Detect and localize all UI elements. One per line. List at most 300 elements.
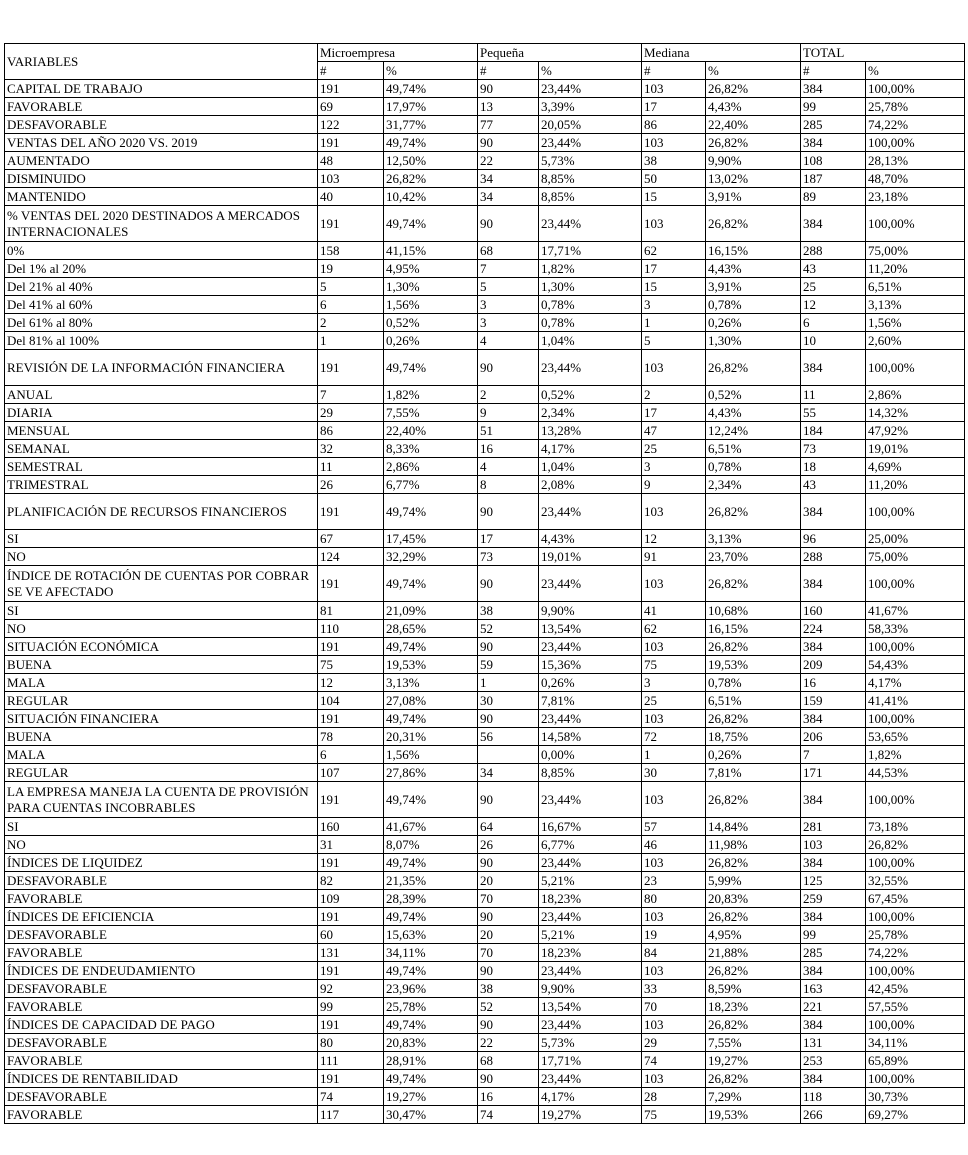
- mediana-percent-cell: 1,30%: [706, 332, 801, 350]
- total-percent-cell: 23,18%: [866, 188, 965, 206]
- micro-count-cell: 191: [318, 350, 384, 386]
- variable-label: MALA: [5, 674, 318, 692]
- pequena-percent-cell: 13,54%: [539, 998, 642, 1016]
- pequena-percent-cell: 17,71%: [539, 1052, 642, 1070]
- total-percent-cell: 57,55%: [866, 998, 965, 1016]
- total-percent-cell: 100,00%: [866, 638, 965, 656]
- micro-count-cell: 103: [318, 170, 384, 188]
- micro-percent-cell: 28,39%: [384, 890, 478, 908]
- micro-count-cell: 191: [318, 566, 384, 602]
- mediana-percent-cell: 7,81%: [706, 764, 801, 782]
- pequena-count-cell: 38: [478, 980, 539, 998]
- pequena-count-cell: 7: [478, 260, 539, 278]
- variable-label: NO: [5, 620, 318, 638]
- total-count-cell: 384: [801, 134, 866, 152]
- micro-percent-cell: 4,95%: [384, 260, 478, 278]
- sub-header-count: #: [478, 62, 539, 80]
- total-count-cell: 259: [801, 890, 866, 908]
- table-row: [5, 404, 965, 422]
- pequena-count-cell: 90: [478, 134, 539, 152]
- table-row: [5, 1016, 965, 1034]
- pequena-count-cell: 4: [478, 332, 539, 350]
- variable-label: FAVORABLE: [5, 1106, 318, 1124]
- total-percent-cell: 73,18%: [866, 818, 965, 836]
- sub-header-percent: %: [384, 62, 478, 80]
- total-count-cell: 206: [801, 728, 866, 746]
- mediana-percent-cell: 26,82%: [706, 494, 801, 530]
- table-row: [5, 638, 965, 656]
- mediana-count-cell: 72: [642, 728, 706, 746]
- pequena-count-cell: 34: [478, 170, 539, 188]
- micro-count-cell: 191: [318, 782, 384, 818]
- table-row: [5, 386, 965, 404]
- pequena-percent-cell: 18,23%: [539, 890, 642, 908]
- micro-count-cell: 1: [318, 332, 384, 350]
- variable-label: NO: [5, 548, 318, 566]
- micro-count-cell: 191: [318, 1016, 384, 1034]
- micro-percent-cell: 49,74%: [384, 638, 478, 656]
- mediana-percent-cell: 19,27%: [706, 1052, 801, 1070]
- micro-count-cell: 191: [318, 962, 384, 980]
- sub-header-percent: %: [866, 62, 965, 80]
- pequena-count-cell: 90: [478, 854, 539, 872]
- total-percent-cell: 34,11%: [866, 1034, 965, 1052]
- variable-label: SI: [5, 602, 318, 620]
- micro-percent-cell: 0,26%: [384, 332, 478, 350]
- pequena-count-cell: 68: [478, 1052, 539, 1070]
- variable-label: TRIMESTRAL: [5, 476, 318, 494]
- total-percent-cell: 75,00%: [866, 548, 965, 566]
- table-row: [5, 530, 965, 548]
- micro-percent-cell: 21,35%: [384, 872, 478, 890]
- mediana-percent-cell: 26,82%: [706, 1016, 801, 1034]
- micro-count-cell: 32: [318, 440, 384, 458]
- pequena-percent-cell: 5,73%: [539, 152, 642, 170]
- pequena-percent-cell: 23,44%: [539, 134, 642, 152]
- pequena-percent-cell: 5,21%: [539, 872, 642, 890]
- total-count-cell: 10: [801, 332, 866, 350]
- variable-label: ANUAL: [5, 386, 318, 404]
- pequena-percent-cell: 1,04%: [539, 332, 642, 350]
- variable-label: PLANIFICACIÓN DE RECURSOS FINANCIEROS: [5, 494, 318, 530]
- pequena-count-cell: 52: [478, 998, 539, 1016]
- pequena-percent-cell: 23,44%: [539, 710, 642, 728]
- micro-count-cell: 67: [318, 530, 384, 548]
- mediana-count-cell: 80: [642, 890, 706, 908]
- total-percent-cell: 30,73%: [866, 1088, 965, 1106]
- variable-label: FAVORABLE: [5, 98, 318, 116]
- micro-percent-cell: 21,09%: [384, 602, 478, 620]
- table-row: [5, 350, 965, 386]
- total-percent-cell: 67,45%: [866, 890, 965, 908]
- mediana-percent-cell: 26,82%: [706, 710, 801, 728]
- pequena-count-cell: 52: [478, 620, 539, 638]
- total-count-cell: 285: [801, 116, 866, 134]
- pequena-count-cell: 5: [478, 278, 539, 296]
- table-row: [5, 962, 965, 980]
- micro-count-cell: 69: [318, 98, 384, 116]
- table-row: [5, 944, 965, 962]
- micro-percent-cell: 27,08%: [384, 692, 478, 710]
- table-row: [5, 620, 965, 638]
- pequena-count-cell: 64: [478, 818, 539, 836]
- micro-count-cell: 74: [318, 1088, 384, 1106]
- mediana-percent-cell: 18,75%: [706, 728, 801, 746]
- micro-percent-cell: 34,11%: [384, 944, 478, 962]
- total-percent-cell: 100,00%: [866, 908, 965, 926]
- variable-label: % VENTAS DEL 2020 DESTINADOS A MERCADOS INTERNACIONALES: [5, 206, 318, 242]
- pequena-percent-cell: 23,44%: [539, 908, 642, 926]
- total-percent-cell: 100,00%: [866, 1070, 965, 1088]
- mediana-count-cell: 103: [642, 134, 706, 152]
- mediana-count-cell: 15: [642, 188, 706, 206]
- total-percent-cell: 100,00%: [866, 566, 965, 602]
- micro-percent-cell: 25,78%: [384, 998, 478, 1016]
- group-header-pequena: Pequeña: [478, 44, 642, 62]
- micro-count-cell: 191: [318, 206, 384, 242]
- micro-count-cell: 191: [318, 134, 384, 152]
- total-count-cell: 209: [801, 656, 866, 674]
- mediana-percent-cell: 3,13%: [706, 530, 801, 548]
- pequena-count-cell: 22: [478, 1034, 539, 1052]
- pequena-count-cell: 90: [478, 80, 539, 98]
- micro-percent-cell: 31,77%: [384, 116, 478, 134]
- total-percent-cell: 3,13%: [866, 296, 965, 314]
- variable-label: SITUACIÓN FINANCIERA: [5, 710, 318, 728]
- micro-count-cell: 191: [318, 908, 384, 926]
- table-row: [5, 692, 965, 710]
- header-row-groups: [5, 44, 965, 62]
- total-percent-cell: 26,82%: [866, 836, 965, 854]
- total-count-cell: 253: [801, 1052, 866, 1070]
- sub-header-count: #: [801, 62, 866, 80]
- variable-label: ÍNDICES DE ENDEUDAMIENTO: [5, 962, 318, 980]
- mediana-percent-cell: 0,78%: [706, 296, 801, 314]
- pequena-percent-cell: 7,81%: [539, 692, 642, 710]
- micro-count-cell: 111: [318, 1052, 384, 1070]
- total-percent-cell: 19,01%: [866, 440, 965, 458]
- variable-label: ÍNDICE DE ROTACIÓN DE CUENTAS POR COBRAR SE VE AFECTADO: [5, 566, 318, 602]
- pequena-count-cell: 2: [478, 386, 539, 404]
- pequena-count-cell: 90: [478, 494, 539, 530]
- pequena-percent-cell: 5,21%: [539, 926, 642, 944]
- micro-percent-cell: 28,65%: [384, 620, 478, 638]
- total-percent-cell: 74,22%: [866, 116, 965, 134]
- micro-percent-cell: 49,74%: [384, 782, 478, 818]
- pequena-percent-cell: 23,44%: [539, 638, 642, 656]
- mediana-count-cell: 33: [642, 980, 706, 998]
- pequena-percent-cell: 4,17%: [539, 1088, 642, 1106]
- mediana-percent-cell: 11,98%: [706, 836, 801, 854]
- table-row: [5, 314, 965, 332]
- mediana-count-cell: 5: [642, 332, 706, 350]
- total-count-cell: 384: [801, 80, 866, 98]
- variable-label: DIARIA: [5, 404, 318, 422]
- mediana-percent-cell: 21,88%: [706, 944, 801, 962]
- micro-count-cell: 6: [318, 296, 384, 314]
- micro-percent-cell: 49,74%: [384, 1070, 478, 1088]
- micro-count-cell: 31: [318, 836, 384, 854]
- pequena-count-cell: 22: [478, 152, 539, 170]
- total-count-cell: 384: [801, 206, 866, 242]
- table-row: [5, 1106, 965, 1124]
- micro-count-cell: 11: [318, 458, 384, 476]
- table-row: [5, 332, 965, 350]
- variable-label: DESFAVORABLE: [5, 872, 318, 890]
- total-percent-cell: 25,78%: [866, 98, 965, 116]
- micro-count-cell: 75: [318, 656, 384, 674]
- variable-label: SEMESTRAL: [5, 458, 318, 476]
- mediana-count-cell: 103: [642, 962, 706, 980]
- variable-label: NO: [5, 836, 318, 854]
- micro-percent-cell: 49,74%: [384, 908, 478, 926]
- micro-percent-cell: 6,77%: [384, 476, 478, 494]
- pequena-count-cell: 16: [478, 440, 539, 458]
- total-count-cell: 281: [801, 818, 866, 836]
- micro-count-cell: 110: [318, 620, 384, 638]
- pequena-count-cell: 51: [478, 422, 539, 440]
- variable-label: MALA: [5, 746, 318, 764]
- mediana-count-cell: 103: [642, 350, 706, 386]
- variable-label: ÍNDICES DE CAPACIDAD DE PAGO: [5, 1016, 318, 1034]
- pequena-count-cell: 20: [478, 926, 539, 944]
- table-row: [5, 782, 965, 818]
- micro-percent-cell: 26,82%: [384, 170, 478, 188]
- micro-percent-cell: 8,07%: [384, 836, 478, 854]
- micro-count-cell: 109: [318, 890, 384, 908]
- mediana-percent-cell: 0,26%: [706, 314, 801, 332]
- pequena-percent-cell: 1,30%: [539, 278, 642, 296]
- total-percent-cell: 75,00%: [866, 242, 965, 260]
- micro-percent-cell: 3,13%: [384, 674, 478, 692]
- sub-header-percent: %: [706, 62, 801, 80]
- total-percent-cell: 100,00%: [866, 350, 965, 386]
- pequena-percent-cell: 4,43%: [539, 530, 642, 548]
- total-count-cell: 384: [801, 494, 866, 530]
- mediana-count-cell: 57: [642, 818, 706, 836]
- pequena-count-cell: 34: [478, 188, 539, 206]
- micro-count-cell: 191: [318, 710, 384, 728]
- total-count-cell: 43: [801, 260, 866, 278]
- micro-count-cell: 60: [318, 926, 384, 944]
- variable-label: Del 41% al 60%: [5, 296, 318, 314]
- mediana-percent-cell: 12,24%: [706, 422, 801, 440]
- variable-label: FAVORABLE: [5, 890, 318, 908]
- total-count-cell: 159: [801, 692, 866, 710]
- micro-count-cell: 117: [318, 1106, 384, 1124]
- total-percent-cell: 2,86%: [866, 386, 965, 404]
- mediana-count-cell: 2: [642, 386, 706, 404]
- variable-label: Del 81% al 100%: [5, 332, 318, 350]
- total-percent-cell: 42,45%: [866, 980, 965, 998]
- mediana-percent-cell: 26,82%: [706, 350, 801, 386]
- pequena-count-cell: 20: [478, 872, 539, 890]
- pequena-percent-cell: 23,44%: [539, 494, 642, 530]
- table-row: [5, 458, 965, 476]
- mediana-percent-cell: 4,95%: [706, 926, 801, 944]
- pequena-count-cell: 70: [478, 944, 539, 962]
- pequena-count-cell: [478, 746, 539, 764]
- variable-label: FAVORABLE: [5, 998, 318, 1016]
- pequena-count-cell: 13: [478, 98, 539, 116]
- table-row: [5, 566, 965, 602]
- pequena-count-cell: 34: [478, 764, 539, 782]
- micro-count-cell: 191: [318, 494, 384, 530]
- pequena-count-cell: 38: [478, 602, 539, 620]
- variable-label: ÍNDICES DE EFICIENCIA: [5, 908, 318, 926]
- pequena-count-cell: 90: [478, 206, 539, 242]
- mediana-count-cell: 17: [642, 404, 706, 422]
- table-row: [5, 278, 965, 296]
- total-percent-cell: 44,53%: [866, 764, 965, 782]
- pequena-count-cell: 17: [478, 530, 539, 548]
- table-row: [5, 674, 965, 692]
- total-count-cell: 125: [801, 872, 866, 890]
- micro-count-cell: 86: [318, 422, 384, 440]
- total-count-cell: 384: [801, 710, 866, 728]
- total-percent-cell: 41,67%: [866, 602, 965, 620]
- mediana-count-cell: 91: [642, 548, 706, 566]
- micro-count-cell: 191: [318, 80, 384, 98]
- mediana-percent-cell: 6,51%: [706, 692, 801, 710]
- mediana-count-cell: 103: [642, 908, 706, 926]
- pequena-percent-cell: 14,58%: [539, 728, 642, 746]
- micro-percent-cell: 0,52%: [384, 314, 478, 332]
- mediana-count-cell: 75: [642, 656, 706, 674]
- mediana-percent-cell: 0,78%: [706, 458, 801, 476]
- table-row: [5, 980, 965, 998]
- micro-count-cell: 40: [318, 188, 384, 206]
- mediana-count-cell: 25: [642, 440, 706, 458]
- mediana-percent-cell: 26,82%: [706, 854, 801, 872]
- mediana-percent-cell: 22,40%: [706, 116, 801, 134]
- variable-label: REVISIÓN DE LA INFORMACIÓN FINANCIERA: [5, 350, 318, 386]
- table-row: [5, 728, 965, 746]
- total-count-cell: 12: [801, 296, 866, 314]
- micro-percent-cell: 49,74%: [384, 710, 478, 728]
- total-count-cell: 18: [801, 458, 866, 476]
- pequena-count-cell: 4: [478, 458, 539, 476]
- pequena-percent-cell: 23,44%: [539, 962, 642, 980]
- mediana-percent-cell: 26,82%: [706, 782, 801, 818]
- mediana-count-cell: 84: [642, 944, 706, 962]
- mediana-count-cell: 29: [642, 1034, 706, 1052]
- mediana-percent-cell: 0,78%: [706, 674, 801, 692]
- table-row: [5, 476, 965, 494]
- total-percent-cell: 65,89%: [866, 1052, 965, 1070]
- table-row: [5, 854, 965, 872]
- table-row: [5, 98, 965, 116]
- pequena-count-cell: 90: [478, 908, 539, 926]
- pequena-percent-cell: 15,36%: [539, 656, 642, 674]
- total-count-cell: 384: [801, 566, 866, 602]
- pequena-percent-cell: 23,44%: [539, 1070, 642, 1088]
- pequena-percent-cell: 1,82%: [539, 260, 642, 278]
- table-row: [5, 656, 965, 674]
- mediana-percent-cell: 26,82%: [706, 80, 801, 98]
- mediana-percent-cell: 14,84%: [706, 818, 801, 836]
- pequena-percent-cell: 8,85%: [539, 764, 642, 782]
- pequena-count-cell: 59: [478, 656, 539, 674]
- mediana-count-cell: 3: [642, 296, 706, 314]
- pequena-count-cell: 90: [478, 710, 539, 728]
- micro-count-cell: 160: [318, 818, 384, 836]
- variable-label: AUMENTADO: [5, 152, 318, 170]
- mediana-count-cell: 47: [642, 422, 706, 440]
- total-percent-cell: 100,00%: [866, 710, 965, 728]
- group-header-total: TOTAL: [801, 44, 965, 62]
- pequena-count-cell: 3: [478, 296, 539, 314]
- mediana-count-cell: 103: [642, 710, 706, 728]
- total-count-cell: 184: [801, 422, 866, 440]
- variable-label: ÍNDICES DE RENTABILIDAD: [5, 1070, 318, 1088]
- variable-label: SITUACIÓN ECONÓMICA: [5, 638, 318, 656]
- pequena-count-cell: 90: [478, 1016, 539, 1034]
- total-count-cell: 131: [801, 1034, 866, 1052]
- pequena-count-cell: 73: [478, 548, 539, 566]
- table-row: [5, 1088, 965, 1106]
- variable-label: REGULAR: [5, 692, 318, 710]
- pequena-percent-cell: 13,28%: [539, 422, 642, 440]
- variable-label: MANTENIDO: [5, 188, 318, 206]
- table-body: [5, 80, 965, 1124]
- micro-count-cell: 2: [318, 314, 384, 332]
- total-percent-cell: 25,00%: [866, 530, 965, 548]
- table-row: [5, 260, 965, 278]
- total-percent-cell: 41,41%: [866, 692, 965, 710]
- mediana-count-cell: 19: [642, 926, 706, 944]
- mediana-percent-cell: 19,53%: [706, 1106, 801, 1124]
- mediana-count-cell: 15: [642, 278, 706, 296]
- mediana-percent-cell: 26,82%: [706, 1070, 801, 1088]
- mediana-count-cell: 23: [642, 872, 706, 890]
- total-count-cell: 43: [801, 476, 866, 494]
- micro-count-cell: 191: [318, 638, 384, 656]
- table-row: [5, 494, 965, 530]
- mediana-count-cell: 62: [642, 620, 706, 638]
- mediana-percent-cell: 20,83%: [706, 890, 801, 908]
- pequena-count-cell: 90: [478, 638, 539, 656]
- mediana-count-cell: 103: [642, 854, 706, 872]
- micro-percent-cell: 19,53%: [384, 656, 478, 674]
- micro-percent-cell: 8,33%: [384, 440, 478, 458]
- mediana-count-cell: 17: [642, 260, 706, 278]
- mediana-percent-cell: 26,82%: [706, 134, 801, 152]
- pequena-percent-cell: 0,78%: [539, 314, 642, 332]
- variable-label: DESFAVORABLE: [5, 926, 318, 944]
- pequena-percent-cell: 8,85%: [539, 188, 642, 206]
- micro-percent-cell: 30,47%: [384, 1106, 478, 1124]
- micro-percent-cell: 17,97%: [384, 98, 478, 116]
- mediana-count-cell: 103: [642, 206, 706, 242]
- mediana-count-cell: 103: [642, 494, 706, 530]
- mediana-percent-cell: 9,90%: [706, 152, 801, 170]
- variable-label: FAVORABLE: [5, 1052, 318, 1070]
- variable-label: Del 61% al 80%: [5, 314, 318, 332]
- micro-percent-cell: 12,50%: [384, 152, 478, 170]
- table-row: [5, 764, 965, 782]
- mediana-count-cell: 25: [642, 692, 706, 710]
- variable-label: VENTAS DEL AÑO 2020 VS. 2019: [5, 134, 318, 152]
- pequena-percent-cell: 20,05%: [539, 116, 642, 134]
- pequena-percent-cell: 5,73%: [539, 1034, 642, 1052]
- pequena-count-cell: 90: [478, 350, 539, 386]
- micro-count-cell: 81: [318, 602, 384, 620]
- variable-label: SI: [5, 818, 318, 836]
- table-row: [5, 818, 965, 836]
- total-count-cell: 384: [801, 854, 866, 872]
- total-percent-cell: 54,43%: [866, 656, 965, 674]
